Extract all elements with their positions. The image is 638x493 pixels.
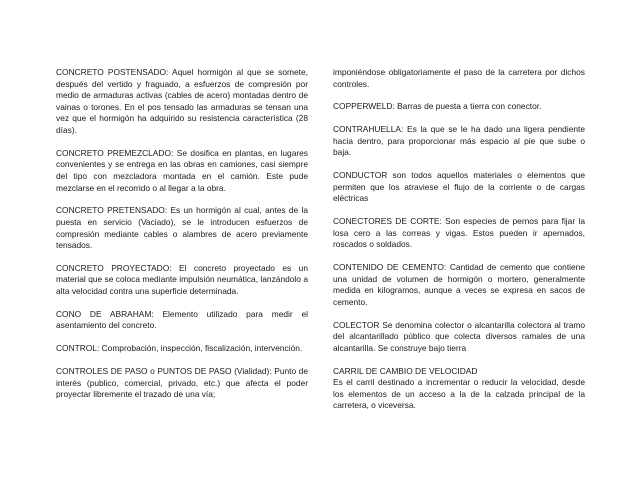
glossary-entry bbox=[56, 67, 308, 137]
glossary-entry bbox=[333, 124, 585, 159]
entry-term: CONCRETO PREMEZCLADO: bbox=[56, 147, 174, 158]
entry-definition: son todos aquellos materiales o elementos que permiten que los atraviese el flujo de la corriente o de cargas eléctricas bbox=[333, 170, 585, 204]
entry-definition: Se denomina colector o alcantarilla colectora al tramo del alcantarillado público que colecta diversos ramales de una alcantarilla. Se construye bajo tierra bbox=[333, 319, 586, 353]
glossary-entry bbox=[56, 263, 308, 298]
glossary-entry bbox=[333, 170, 585, 205]
entry-definition: Es el carril destinado a incrementar o reducir la velocidad, desde los elementos de un acceso a la de la calzada principal de la carretera, o viceversa. bbox=[333, 377, 585, 411]
entry-term: CONECTORES DE CORTE: bbox=[333, 216, 442, 227]
entry-definition: Punto de interés (publico, comercial, privado, etc.) que afecta el poder proyectar libremente el trazado de una vía; bbox=[56, 366, 309, 400]
glossary-entry bbox=[56, 366, 308, 401]
entry-definition: Es un hormigón al cual, antes de la puesta en servicio (Vaciado), se le introducen esfuerzos de compresión mediante cables o alambres de acero previamente tensados. bbox=[56, 205, 308, 251]
entry-definition: Es la que se le ha dado una ligera pendiente hacia dentro, para proporcionar más espacio al pie que sube o baja. bbox=[333, 124, 585, 158]
glossary-entry bbox=[333, 320, 585, 355]
glossary-entry bbox=[333, 262, 585, 308]
glossary-entry bbox=[333, 216, 585, 251]
entry-term: CONTRAHUELLA: bbox=[333, 124, 404, 135]
glossary-entry bbox=[333, 366, 585, 412]
entry-definition: Se dosifica en plantas, en lugares convenientes y se entrega en las obras en camiones, casi siempre del tipo con mezcladora montada en el camión. Este pude mezclarse en el recorrido o al llegar a la obra. bbox=[56, 147, 308, 193]
entry-definition: El concreto proyectado es un material que se coloca mediante impulsión neumática, lanzándolo a alta velocidad contra una superficie determinada. bbox=[56, 262, 308, 297]
entry-term: COPPERWELD: bbox=[333, 101, 395, 112]
entry-term: CONCRETO POSTENSADO: bbox=[56, 67, 169, 77]
entry-term: CARRIL DE CAMBIO DE VELOCIDAD bbox=[333, 365, 478, 376]
entry-definition: Cantidad de cemento que contiene una unidad de volumen de hormigón o mortero, generalmente medida en kilogramos, aunque a veces se expresa en sacos de cemento. bbox=[333, 262, 585, 307]
entry-definition: Son especies de pernos para fijar la losa cero a las correas y vigas. Estos pueden ir apernados, roscados o soldados. bbox=[333, 216, 585, 250]
entry-term: COLECTOR bbox=[333, 319, 380, 330]
glossary-entry bbox=[56, 343, 308, 355]
entry-term: CONTENIDO DE CEMENTO: bbox=[333, 262, 447, 273]
entry-term: CONTROLES DE PASO o PUNTOS DE PASO (Vialidad): bbox=[56, 366, 272, 376]
entry-term: CONO DE ABRAHAM: bbox=[56, 308, 154, 319]
glossary-entry bbox=[56, 148, 308, 194]
entry-definition: Aquel hormigón al que se somete, después del vertido y fraguado, a esfuerzos de compresión por medio de armaduras activas (cables de acero) montadas dentro de vainas o torones. En el pos tensado las armaduras se tensan una vez que el hormigón ha adquirido su resistencia característica (28 días). bbox=[56, 67, 308, 135]
glossary-entry-continued bbox=[333, 67, 585, 90]
entry-definition: imponiéndose obligatoriamente el paso de la carretera por dichos controles. bbox=[333, 67, 585, 89]
right-column bbox=[333, 67, 585, 423]
entry-definition: Barras de puesta a tierra con conector. bbox=[397, 101, 542, 112]
entry-term: CONCRETO PRETENSADO: bbox=[56, 205, 168, 216]
entry-definition: Elemento utilizado para medir el asentamiento del concreto. bbox=[56, 308, 309, 331]
glossary-entry bbox=[56, 309, 308, 332]
entry-term: CONTROL: bbox=[56, 343, 100, 354]
glossary-entry bbox=[56, 205, 308, 251]
left-column bbox=[56, 67, 308, 412]
entry-definition: Comprobación, inspección, fiscalización, intervención. bbox=[101, 343, 303, 354]
entry-term: CONCRETO PROYECTADO: bbox=[56, 262, 172, 273]
glossary-entry bbox=[333, 101, 585, 113]
entry-term: CONDUCTOR bbox=[333, 170, 388, 181]
